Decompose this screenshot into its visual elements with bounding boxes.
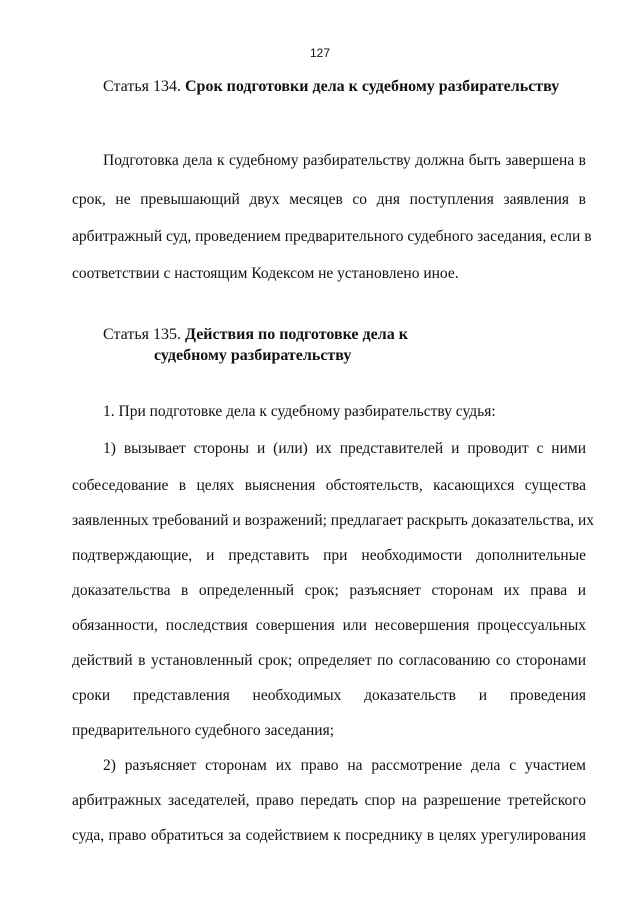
article-135-line: 1) вызывает стороны и (или) их представителей и проводит с ними <box>103 440 586 457</box>
article-134-line: Подготовка дела к судебному разбирательству должна быть завершена в <box>103 152 586 169</box>
article-135-line: действий в установленный срок; определяет по согласованию со сторонами <box>72 652 586 669</box>
article-134-line: срок, не превышающий двух месяцев со дня поступления заявления в <box>72 191 586 208</box>
article-135-line: доказательства в определенный срок; разъясняет сторонам их права и <box>72 582 586 599</box>
article-135-line: 1. При подготовке дела к судебному разбирательству судья: <box>103 403 496 420</box>
article-135-line: сроки представления необходимых доказательств и проведения <box>72 687 586 704</box>
article-135-line: предварительного судебного заседания; <box>72 722 335 739</box>
article-135-prefix: Статья 135. <box>103 326 185 343</box>
page-number: 127 <box>309 46 331 60</box>
article-135-line: обязанности, последствия совершения или несовершения процессуальных <box>72 617 586 634</box>
article-134-title: Срок подготовки дела к судебному разбирательству <box>184 78 560 95</box>
article-135-title-line2: судебному разбирательству <box>154 347 352 364</box>
article-135-line: суда, право обратиться за содействием к посреднику в целях урегулирования <box>72 827 586 844</box>
article-135-line: 2) разъясняет сторонам их право на рассмотрение дела с участием <box>103 757 586 774</box>
article-135-heading <box>103 325 408 345</box>
article-134-line: арбитражный суд, проведением предварительного судебного заседания, если в <box>72 228 592 245</box>
article-135-line: собеседование в целях выяснения обстоятельств, касающихся существа <box>72 477 586 494</box>
article-135-line: заявленных требований и возражений; предлагает раскрыть доказательства, их <box>72 512 595 529</box>
article-135-line: арбитражных заседателей, право передать спор на разрешение третейского <box>72 792 586 809</box>
article-135-line: подтверждающие, и представить при необходимости дополнительные <box>72 547 586 564</box>
article-135-title-line1: Действия по подготовке дела к <box>184 326 408 343</box>
article-134-prefix: Статья 134. <box>103 78 185 95</box>
article-134-heading <box>103 77 559 97</box>
article-134-line: соответствии с настоящим Кодексом не установлено иное. <box>72 265 459 282</box>
